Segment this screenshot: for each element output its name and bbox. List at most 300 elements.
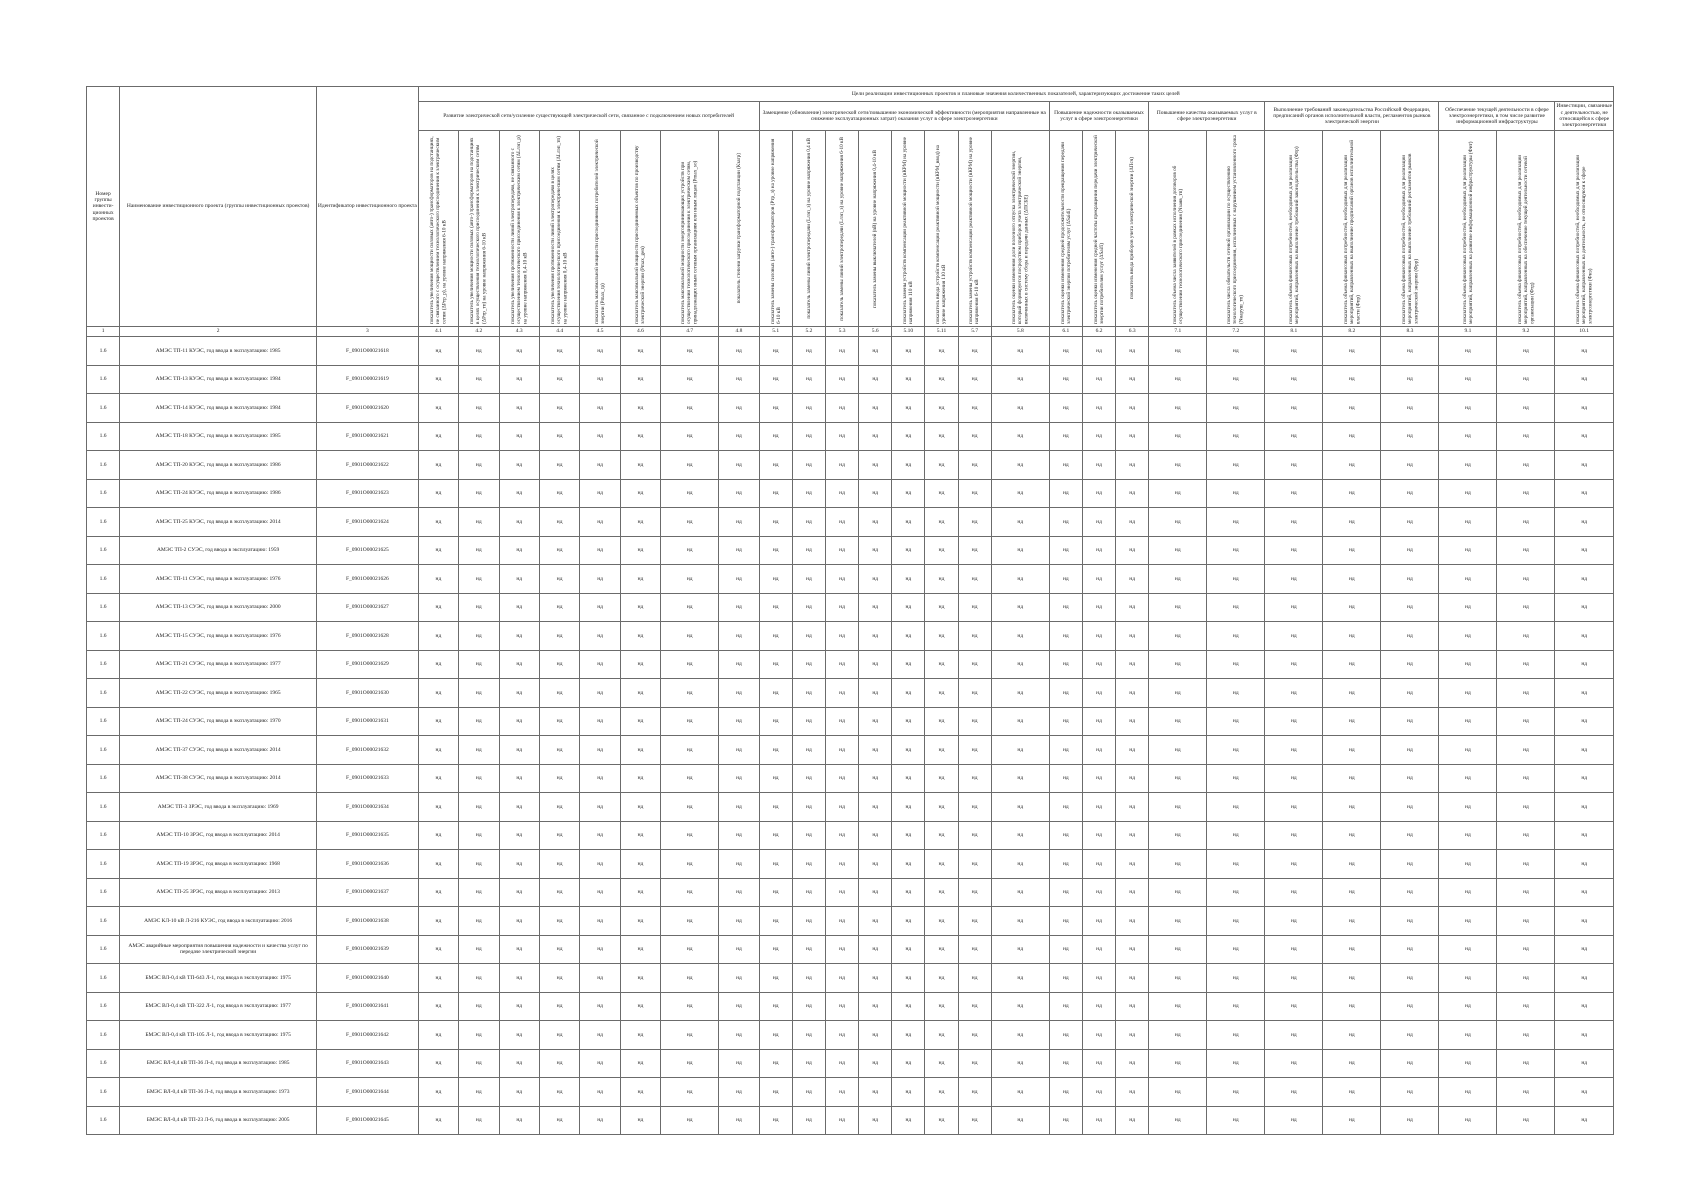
cell-value: нд — [1116, 878, 1149, 907]
cell-value: нд — [759, 964, 792, 993]
cell-value: нд — [1207, 793, 1265, 822]
cell-value: нд — [1149, 365, 1207, 394]
cell-value: нд — [661, 536, 719, 565]
cell-value: нд — [859, 878, 892, 907]
cell-value: нд — [620, 1106, 660, 1135]
table-row — [87, 707, 1614, 736]
cell-project-id: F_0901O00021635 — [317, 821, 419, 850]
header-indicator — [580, 131, 620, 327]
cell-value: нд — [759, 650, 792, 679]
cell-value: нд — [1207, 964, 1265, 993]
cell-value: нд — [499, 793, 539, 822]
cell-value: нд — [1265, 992, 1323, 1021]
cell-value: нд — [620, 707, 660, 736]
cell-value: нд — [539, 650, 579, 679]
cell-value: нд — [1116, 793, 1149, 822]
cell-project-id: F_0901O00021629 — [317, 650, 419, 679]
column-number: 5.11 — [925, 327, 958, 337]
cell-value: нд — [991, 593, 1049, 622]
header-indicator — [1082, 131, 1115, 327]
cell-value: нд — [539, 508, 579, 537]
cell-value: нд — [991, 736, 1049, 765]
cell-value: нд — [792, 764, 825, 793]
cell-value: нд — [719, 878, 759, 907]
cell-value: нд — [958, 365, 991, 394]
cell-value: нд — [859, 365, 892, 394]
cell-value: нд — [1207, 622, 1265, 651]
cell-value: нд — [925, 1021, 958, 1050]
header-group-number: Номер группы инвести-ционных проектов — [87, 87, 120, 327]
cell-value: нд — [459, 650, 499, 679]
cell-group-number: 1.6 — [87, 821, 120, 850]
cell-value: нд — [892, 593, 925, 622]
cell-value: нд — [1265, 707, 1323, 736]
cell-value: нд — [1149, 764, 1207, 793]
cell-value: нд — [1207, 1106, 1265, 1135]
cell-value: нд — [1082, 650, 1115, 679]
cell-value: нд — [1439, 508, 1497, 537]
cell-value: нд — [1149, 565, 1207, 594]
indicator-label: показатель увеличения мощности силовых (авто-) трансформаторов на подстанциях в целях осуществления технологического присоединения к электрическим сетям (ΔPтр_тп) на уровне напряжения 6-10 кВ — [469, 137, 488, 324]
cell-value: нд — [1497, 365, 1555, 394]
cell-project-name: БМЭС ВЛ-0,4 кВ ТП-36 Л-4, год ввода в эксплуатацию: 1973 — [120, 1078, 317, 1107]
cell-value: нд — [1149, 793, 1207, 822]
cell-value: нд — [1116, 992, 1149, 1021]
cell-value: нд — [1323, 508, 1381, 537]
cell-value: нд — [991, 622, 1049, 651]
cell-value: нд — [892, 1021, 925, 1050]
cell-value: нд — [499, 1049, 539, 1078]
cell-value: нд — [499, 821, 539, 850]
cell-value: нд — [1082, 850, 1115, 879]
cell-value: нд — [958, 1106, 991, 1135]
cell-project-name: АМЭС ТП-22 СУЭС, год ввода в эксплуатацию: 1965 — [120, 679, 317, 708]
cell-value: нд — [418, 679, 458, 708]
indicator-label: показатель оценки изменения средней продолжительности прекращения передачи электрической энергии потребителям услуг (ΔSaidi) — [1059, 141, 1072, 324]
indicator-label: показатель увеличения протяженности линий электропередачи в целях осуществления технологического присоединения к электрическим сетям (ΔLлэп_тп) на уровне напряжения 0,4-10 кВ — [550, 135, 569, 324]
cell-value: нд — [1439, 1049, 1497, 1078]
cell-value: нд — [1323, 764, 1381, 793]
indicator-label: показатель объема финансовых потребностей, необходимых для реализации мероприятий, направленных на развитие информационной инфраструктуры (Фит) — [1461, 140, 1474, 324]
cell-value: нд — [1082, 736, 1115, 765]
cell-value: нд — [1497, 479, 1555, 508]
cell-value: нд — [859, 650, 892, 679]
cell-value: нд — [925, 679, 958, 708]
cell-value: нд — [661, 907, 719, 936]
cell-value: нд — [1082, 593, 1115, 622]
cell-value: нд — [499, 365, 539, 394]
cell-value: нд — [759, 565, 792, 594]
cell-value: нд — [958, 1078, 991, 1107]
cell-value: нд — [499, 337, 539, 366]
cell-value: нд — [719, 622, 759, 651]
table-row — [87, 821, 1614, 850]
cell-value: нд — [459, 365, 499, 394]
cell-value: нд — [958, 964, 991, 993]
cell-value: нд — [1439, 764, 1497, 793]
column-number: 4.4 — [539, 327, 579, 337]
cell-value: нд — [1049, 365, 1082, 394]
cell-value: нд — [1149, 451, 1207, 480]
cell-value: нд — [892, 365, 925, 394]
cell-value: нд — [1265, 679, 1323, 708]
cell-value: нд — [1049, 422, 1082, 451]
header-goal-group: Выполнение требований законодательства Российской Федерации, предписаний органов исполнительной власти, регламентов рынков электрической энергии — [1265, 102, 1439, 131]
cell-value: нд — [1323, 679, 1381, 708]
cell-value: нд — [499, 964, 539, 993]
cell-value: нд — [825, 337, 858, 366]
cell-value: нд — [859, 479, 892, 508]
cell-value: нд — [1265, 1049, 1323, 1078]
cell-group-number: 1.6 — [87, 422, 120, 451]
cell-value: нд — [580, 907, 620, 936]
cell-value: нд — [418, 1049, 458, 1078]
cell-value: нд — [1381, 821, 1439, 850]
cell-value: нд — [825, 1049, 858, 1078]
cell-value: нд — [499, 764, 539, 793]
cell-value: нд — [719, 565, 759, 594]
cell-value: нд — [1116, 394, 1149, 423]
cell-value: нд — [620, 479, 660, 508]
cell-value: нд — [1381, 850, 1439, 879]
cell-value: нд — [620, 1049, 660, 1078]
cell-value: нд — [1265, 850, 1323, 879]
cell-value: нд — [892, 451, 925, 480]
cell-value: нд — [1049, 593, 1082, 622]
cell-value: нд — [1116, 536, 1149, 565]
cell-project-name: АМЭС ТП-25 КУЭС, год ввода в эксплуатацию: 2014 — [120, 508, 317, 537]
cell-value: нд — [1323, 422, 1381, 451]
cell-value: нд — [580, 508, 620, 537]
cell-value: нд — [991, 394, 1049, 423]
cell-value: нд — [1323, 850, 1381, 879]
cell-group-number: 1.6 — [87, 650, 120, 679]
cell-value: нд — [1555, 736, 1614, 765]
cell-group-number: 1.6 — [87, 337, 120, 366]
header-indicator — [1116, 131, 1149, 327]
header-indicator — [1497, 131, 1555, 327]
cell-value: нд — [892, 622, 925, 651]
cell-project-id: F_0901O00021641 — [317, 992, 419, 1021]
cell-value: нд — [499, 935, 539, 964]
column-number: 5.3 — [825, 327, 858, 337]
cell-project-name: АМЭС КЛ-10 кВ Л-216 КУЭС, год ввода в эксплуатацию: 2016 — [120, 907, 317, 936]
cell-value: нд — [859, 394, 892, 423]
cell-value: нд — [1265, 1078, 1323, 1107]
cell-value: нд — [958, 536, 991, 565]
table-row — [87, 365, 1614, 394]
cell-value: нд — [459, 565, 499, 594]
cell-value: нд — [1323, 365, 1381, 394]
indicator-label: показатель замены линий электропередачи (Lлэп_з) на уровне напряжения 6-10 кВ — [838, 136, 845, 321]
cell-value: нд — [958, 451, 991, 480]
cell-value: нд — [580, 479, 620, 508]
table-row — [87, 622, 1614, 651]
cell-project-id: F_0901O00021634 — [317, 793, 419, 822]
cell-value: нд — [1555, 1106, 1614, 1135]
cell-project-id: F_0901O00021626 — [317, 565, 419, 594]
indicator-label: показатель объема финансовых потребностей, необходимых для реализации мероприятий, направленных на выполнение требований законодательства (Фтр) — [1287, 145, 1300, 324]
cell-value: нд — [719, 736, 759, 765]
cell-value: нд — [719, 394, 759, 423]
cell-value: нд — [759, 793, 792, 822]
cell-value: нд — [859, 1021, 892, 1050]
cell-value: нд — [925, 1049, 958, 1078]
cell-value: нд — [892, 565, 925, 594]
cell-value: нд — [1116, 593, 1149, 622]
cell-project-id: F_0901O00021630 — [317, 679, 419, 708]
cell-value: нд — [620, 451, 660, 480]
cell-value: нд — [620, 650, 660, 679]
cell-project-name: АМЭС ТП-19 ЗРЭС, год ввода в эксплуатацию: 1968 — [120, 850, 317, 879]
cell-value: нд — [1381, 365, 1439, 394]
cell-value: нд — [1555, 793, 1614, 822]
cell-value: нд — [1116, 1021, 1149, 1050]
cell-value: нд — [539, 451, 579, 480]
cell-project-name: АМЭС ТП-24 СУЭС, год ввода в эксплуатацию: 1970 — [120, 707, 317, 736]
cell-value: нд — [418, 707, 458, 736]
column-number: 4.1 — [418, 327, 458, 337]
indicator-label: показатель оценки изменения средней частоты прекращения передачи электрической энергии потребителям услуг (ΔSaifi) — [1092, 134, 1106, 324]
cell-value: нд — [719, 935, 759, 964]
cell-value: нд — [418, 622, 458, 651]
header-indicator — [499, 131, 539, 327]
cell-value: нд — [620, 508, 660, 537]
column-number: 1 — [87, 327, 120, 337]
cell-value: нд — [1381, 707, 1439, 736]
cell-value: нд — [1555, 365, 1614, 394]
table-row — [87, 764, 1614, 793]
cell-value: нд — [958, 821, 991, 850]
header-project-name: Наименование инвестиционного проекта (группы инвестиционных проектов) — [120, 87, 317, 327]
cell-value: нд — [1497, 850, 1555, 879]
cell-value: нд — [759, 479, 792, 508]
cell-value: нд — [1265, 878, 1323, 907]
cell-value: нд — [418, 650, 458, 679]
cell-value: нд — [1323, 878, 1381, 907]
cell-value: нд — [459, 821, 499, 850]
cell-group-number: 1.6 — [87, 764, 120, 793]
cell-value: нд — [792, 422, 825, 451]
cell-value: нд — [1323, 565, 1381, 594]
cell-value: нд — [792, 1106, 825, 1135]
cell-value: нд — [661, 650, 719, 679]
cell-value: нд — [620, 1078, 660, 1107]
cell-value: нд — [825, 593, 858, 622]
cell-value: нд — [1207, 536, 1265, 565]
cell-value: нд — [825, 907, 858, 936]
cell-value: нд — [825, 793, 858, 822]
cell-value: нд — [1497, 508, 1555, 537]
cell-group-number: 1.6 — [87, 451, 120, 480]
cell-group-number: 1.6 — [87, 707, 120, 736]
table-row — [87, 565, 1614, 594]
cell-value: нд — [1439, 992, 1497, 1021]
cell-value: нд — [1207, 764, 1265, 793]
cell-value: нд — [1439, 337, 1497, 366]
indicator-label: показатель ввода устройств компенсации реактивной мощности (nКРМ_ввод) на уровне напряжения 110 кВ — [935, 144, 948, 324]
cell-value: нд — [1497, 1049, 1555, 1078]
cell-value: нд — [499, 736, 539, 765]
cell-value: нд — [991, 907, 1049, 936]
cell-group-number: 1.6 — [87, 622, 120, 651]
cell-value: нд — [792, 394, 825, 423]
cell-value: нд — [825, 992, 858, 1021]
cell-value: нд — [1555, 1078, 1614, 1107]
cell-value: нд — [620, 878, 660, 907]
indicator-label: показатель степени загрузки трансформаторной подстанции (Кзагр) — [735, 153, 742, 304]
cell-value: нд — [825, 394, 858, 423]
cell-value: нд — [958, 479, 991, 508]
cell-value: нд — [1207, 878, 1265, 907]
cell-value: нд — [620, 565, 660, 594]
cell-value: нд — [825, 508, 858, 537]
cell-value: нд — [620, 622, 660, 651]
cell-project-id: F_0901O00021619 — [317, 365, 419, 394]
cell-value: нд — [620, 964, 660, 993]
cell-value: нд — [1149, 736, 1207, 765]
cell-value: нд — [792, 565, 825, 594]
cell-value: нд — [661, 394, 719, 423]
cell-value: нд — [1555, 536, 1614, 565]
header-indicator — [1439, 131, 1497, 327]
cell-value: нд — [759, 850, 792, 879]
cell-value: нд — [1439, 1021, 1497, 1050]
cell-value: нд — [1149, 337, 1207, 366]
cell-value: нд — [1082, 878, 1115, 907]
cell-value: нд — [792, 793, 825, 822]
cell-value: нд — [1439, 964, 1497, 993]
cell-value: нд — [539, 907, 579, 936]
cell-value: нд — [991, 764, 1049, 793]
cell-value: нд — [1116, 1078, 1149, 1107]
cell-value: нд — [991, 935, 1049, 964]
cell-value: нд — [825, 1021, 858, 1050]
cell-value: нд — [1555, 1049, 1614, 1078]
cell-value: нд — [892, 422, 925, 451]
cell-value: нд — [580, 878, 620, 907]
cell-value: нд — [1497, 821, 1555, 850]
indicator-label: показатель объема числа заявителей в рамках исполнения договоров об осуществлении технологического присоединения (Nзаяв_тп) — [1171, 165, 1184, 324]
cell-value: нд — [1049, 964, 1082, 993]
header-goal-group: Развитие электрической сети/усиление существующей электрической сети, связанное с подключением новых потребителей — [418, 102, 759, 131]
cell-value: нд — [1116, 850, 1149, 879]
cell-value: нд — [1082, 1078, 1115, 1107]
cell-value: нд — [1439, 451, 1497, 480]
cell-value: нд — [1381, 536, 1439, 565]
cell-value: нд — [719, 1078, 759, 1107]
cell-value: нд — [1082, 935, 1115, 964]
column-number: 4.2 — [459, 327, 499, 337]
cell-value: нд — [1116, 650, 1149, 679]
column-number: 10.1 — [1555, 327, 1614, 337]
cell-value: нд — [859, 935, 892, 964]
cell-value: нд — [859, 964, 892, 993]
cell-value: нд — [958, 593, 991, 622]
cell-value: нд — [418, 451, 458, 480]
column-number: 3 — [317, 327, 419, 337]
cell-value: нд — [1497, 565, 1555, 594]
cell-value: нд — [539, 992, 579, 1021]
cell-value: нд — [825, 1106, 858, 1135]
column-number: 4.5 — [580, 327, 620, 337]
cell-value: нд — [1049, 1021, 1082, 1050]
cell-value: нд — [1049, 622, 1082, 651]
cell-group-number: 1.6 — [87, 1106, 120, 1135]
cell-value: нд — [719, 337, 759, 366]
cell-value: нд — [1323, 992, 1381, 1021]
cell-value: нд — [1497, 451, 1555, 480]
cell-value: нд — [1082, 992, 1115, 1021]
cell-value: нд — [719, 451, 759, 480]
cell-project-name: АМЭС ТП-13 КУЭС, год ввода в эксплуатацию: 1984 — [120, 365, 317, 394]
cell-value: нд — [580, 1078, 620, 1107]
cell-value: нд — [859, 707, 892, 736]
cell-value: нд — [1323, 394, 1381, 423]
cell-value: нд — [1049, 1049, 1082, 1078]
header-indicator — [1323, 131, 1381, 327]
cell-value: нд — [1265, 964, 1323, 993]
cell-value: нд — [1555, 907, 1614, 936]
cell-project-name: АМЭС аварийные мероприятия повышения надежности и качества услуг по передаче электрической энергии — [120, 935, 317, 964]
cell-value: нд — [1439, 907, 1497, 936]
cell-value: нд — [1265, 394, 1323, 423]
cell-value: нд — [1381, 736, 1439, 765]
cell-value: нд — [418, 992, 458, 1021]
cell-value: нд — [1439, 850, 1497, 879]
cell-value: нд — [792, 650, 825, 679]
cell-value: нд — [892, 707, 925, 736]
cell-value: нд — [719, 793, 759, 822]
cell-value: нд — [1439, 707, 1497, 736]
cell-group-number: 1.6 — [87, 992, 120, 1021]
cell-value: нд — [825, 422, 858, 451]
cell-value: нд — [580, 736, 620, 765]
cell-project-id: F_0901O00021624 — [317, 508, 419, 537]
cell-value: нд — [792, 964, 825, 993]
cell-value: нд — [825, 935, 858, 964]
cell-value: нд — [459, 479, 499, 508]
cell-value: нд — [661, 1049, 719, 1078]
cell-value: нд — [1049, 878, 1082, 907]
cell-value: нд — [499, 593, 539, 622]
cell-value: нд — [892, 736, 925, 765]
cell-value: нд — [418, 337, 458, 366]
cell-project-id: F_0901O00021621 — [317, 422, 419, 451]
cell-value: нд — [1555, 935, 1614, 964]
cell-value: нд — [459, 793, 499, 822]
cell-value: нд — [1439, 878, 1497, 907]
cell-value: нд — [1049, 337, 1082, 366]
cell-value: нд — [580, 1049, 620, 1078]
cell-value: нд — [661, 764, 719, 793]
cell-value: нд — [620, 337, 660, 366]
cell-value: нд — [719, 679, 759, 708]
cell-value: нд — [1049, 508, 1082, 537]
column-number: 7.2 — [1207, 327, 1265, 337]
cell-value: нд — [1439, 935, 1497, 964]
cell-value: нд — [580, 451, 620, 480]
cell-value: нд — [759, 508, 792, 537]
cell-value: нд — [1149, 992, 1207, 1021]
cell-value: нд — [1381, 422, 1439, 451]
cell-value: нд — [792, 451, 825, 480]
cell-value: нд — [1149, 622, 1207, 651]
column-number: 4.6 — [620, 327, 660, 337]
cell-value: нд — [859, 821, 892, 850]
cell-value: нд — [1381, 593, 1439, 622]
cell-value: нд — [459, 935, 499, 964]
